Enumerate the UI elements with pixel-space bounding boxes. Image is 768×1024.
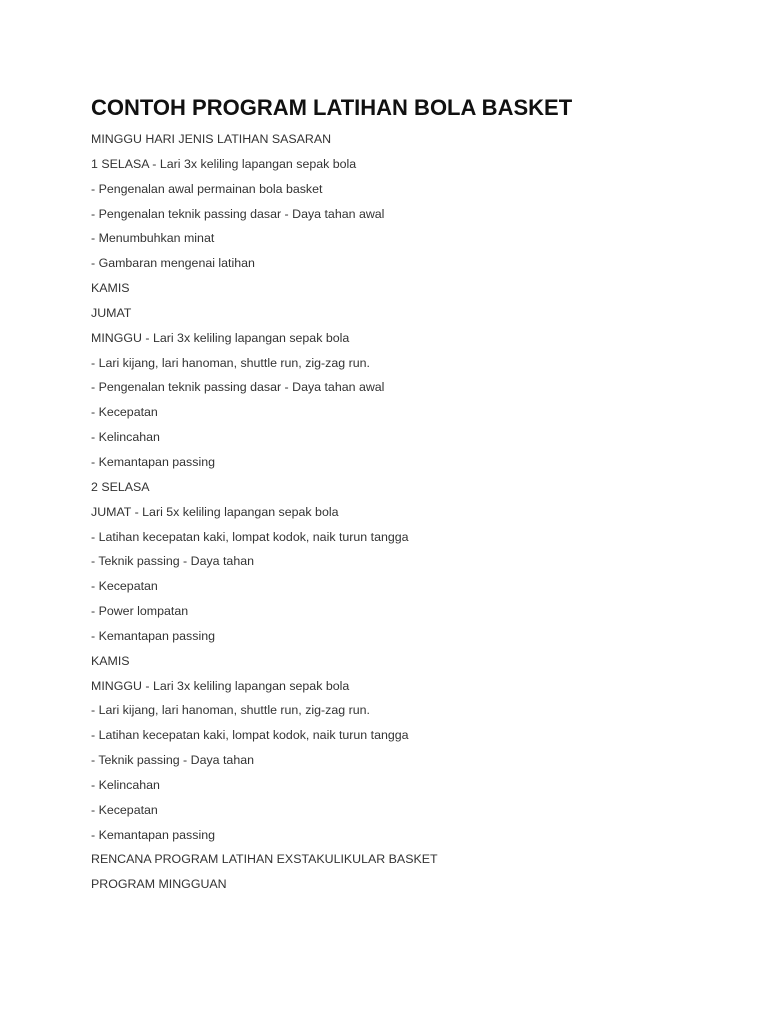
text-line: - Latihan kecepatan kaki, lompat kodok, naik turun tangga	[91, 728, 409, 743]
text-line: - Lari kijang, lari hanoman, shuttle run, zig-zag run.	[91, 703, 370, 718]
text-line: MINGGU - Lari 3x keliling lapangan sepak bola	[91, 678, 350, 693]
text-line: - Kecepatan	[91, 802, 158, 817]
text-line: - Kecepatan	[91, 405, 158, 420]
text-line: - Teknik passing - Daya tahan	[91, 554, 255, 569]
document-page	[91, 93, 731, 897]
text-line: - Lari kijang, lari hanoman, shuttle run, zig-zag run.	[91, 355, 370, 370]
text-line: - Kelincahan	[91, 430, 160, 445]
text-line: - Gambaran mengenai latihan	[91, 256, 255, 271]
text-line: - Teknik passing - Daya tahan	[91, 753, 255, 768]
text-line: - Kemantapan passing	[91, 454, 215, 469]
text-line: MINGGU - Lari 3x keliling lapangan sepak bola	[91, 330, 350, 345]
document-body	[91, 127, 731, 897]
text-line: 1 SELASA - Lari 3x keliling lapangan sepak bola	[91, 156, 357, 171]
text-line: - Menumbuhkan minat	[91, 231, 215, 246]
text-line: JUMAT - Lari 5x keliling lapangan sepak bola	[91, 504, 339, 519]
text-line: - Kelincahan	[91, 777, 160, 792]
text-line: - Power lompatan	[91, 604, 189, 619]
text-line: - Pengenalan teknik passing dasar - Daya tahan awal	[91, 380, 385, 395]
text-line: RENCANA PROGRAM LATIHAN EXSTAKULIKULAR BASKET	[91, 852, 438, 867]
text-line: - Latihan kecepatan kaki, lompat kodok, naik turun tangga	[91, 529, 409, 544]
text-line: JUMAT	[91, 305, 132, 320]
text-line: - Kemantapan passing	[91, 827, 215, 842]
text-line: KAMIS	[91, 653, 130, 668]
text-line: PROGRAM MINGGUAN	[91, 877, 227, 892]
text-line: - Pengenalan awal permainan bola basket	[91, 181, 323, 196]
document-title: CONTOH PROGRAM LATIHAN BOLA BASKET	[91, 95, 573, 120]
text-line: MINGGU HARI JENIS LATIHAN SASARAN	[91, 132, 332, 146]
text-line: KAMIS	[91, 281, 130, 296]
text-line: - Pengenalan teknik passing dasar - Daya tahan awal	[91, 206, 385, 221]
text-line: - Kemantapan passing	[91, 628, 215, 643]
text-line: - Kecepatan	[91, 579, 158, 594]
text-line: 2 SELASA	[91, 479, 150, 494]
